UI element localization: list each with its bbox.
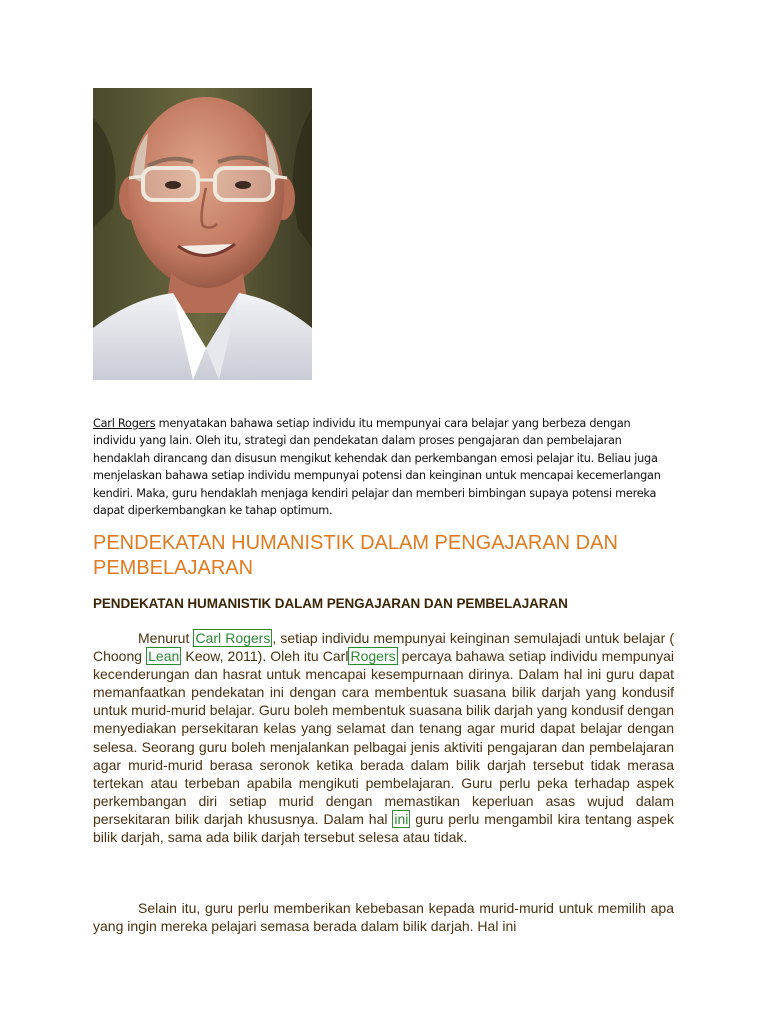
ini-link-box[interactable]: ini: [394, 810, 409, 827]
p2-text: Selain itu, guru perlu memberikan kebebasan kepada murid-murid untuk memilih apa yang ingin mereka pelajari semasa berada dalam bilik darjah. Hal ini: [93, 900, 674, 935]
portrait-image: [93, 88, 312, 380]
carl-rogers-link-box[interactable]: Carl Rogers: [195, 630, 271, 646]
carl-rogers-link[interactable]: Carl Rogers: [93, 417, 156, 430]
intro-text: menyatakan bahawa setiap individu itu mempunyai cara belajar yang berbeza dengan individu yang lain. Oleh itu, strategi dan pendekatan dalam proses pengajaran dan pembelajaran hendaklah dirancang dan disusun mengikut kehendak dan perkembangan emosi pelajar itu. Beliau juga menjelaskan bahawa setiap individu mempunyai potensi dan keinginan untuk mencapai kecemerlangan kendiri. Maka, guru hendaklah menjaga kendiri pelajar dan memberi bimbingan supaya potensi mereka dapat diperkembangkan ke tahap optimum.: [93, 417, 661, 518]
intro-paragraph: [93, 415, 673, 519]
rogers-link-box[interactable]: Rogers: [350, 648, 396, 665]
carl-rogers-photo: [93, 88, 312, 380]
body-paragraph-2: [93, 899, 674, 935]
lean-link-box[interactable]: Lean: [148, 648, 180, 665]
p1-text-1: Menurut: [138, 630, 194, 646]
p1-text-3: Keow, 2011). Oleh itu Carl: [181, 648, 349, 665]
p1-text-5: guru perlu mengambil kira tentang aspek bilik darjah, sama ada bilik darjah tersebut selesa atau tidak.: [93, 810, 675, 846]
p1-text-2: , setiap individu mempunyai keinginan semulajadi untuk belajar ( Choong: [93, 630, 674, 665]
body-paragraph-1: [93, 629, 674, 846]
subsection-heading: PENDEKATAN HUMANISTIK DALAM PENGAJARAN DAN PEMBELAJARAN: [93, 596, 568, 611]
section-heading: PENDEKATAN HUMANISTIK DALAM PENGAJARAN DAN PEMBELAJARAN: [93, 532, 618, 579]
p1-text-4: percaya bahawa setiap individu mempunyai kecenderungan dan hasrat untuk mencapai kesempurnaan dirinya. Dalam hal ini guru dapat memanfaatkan pendekatan ini dengan cara membentuk suasana bilik darjah yang kondusif untuk murid-murid belajar. Guru boleh membentuk suasana bilik darjah yang kondusif dengan menyediakan persekitaran kelas yang selamat dan tenang agar murid dapat belajar dengan selesa. Seorang guru boleh menjalankan pelbagai jenis aktiviti pengajaran dan pembelajaran agar murid-murid berasa seronok ketika berada dalam bilik darjah tersebut tidak merasa tertekan atau terbeban apabila mengikuti pembelajaran. Guru perlu peka terhadap aspek perkembangan diri setiap murid dengan memastikan keperluan asas wujud dalam persekitaran bilik darjah khususnya. Dalam hal: [93, 648, 675, 827]
